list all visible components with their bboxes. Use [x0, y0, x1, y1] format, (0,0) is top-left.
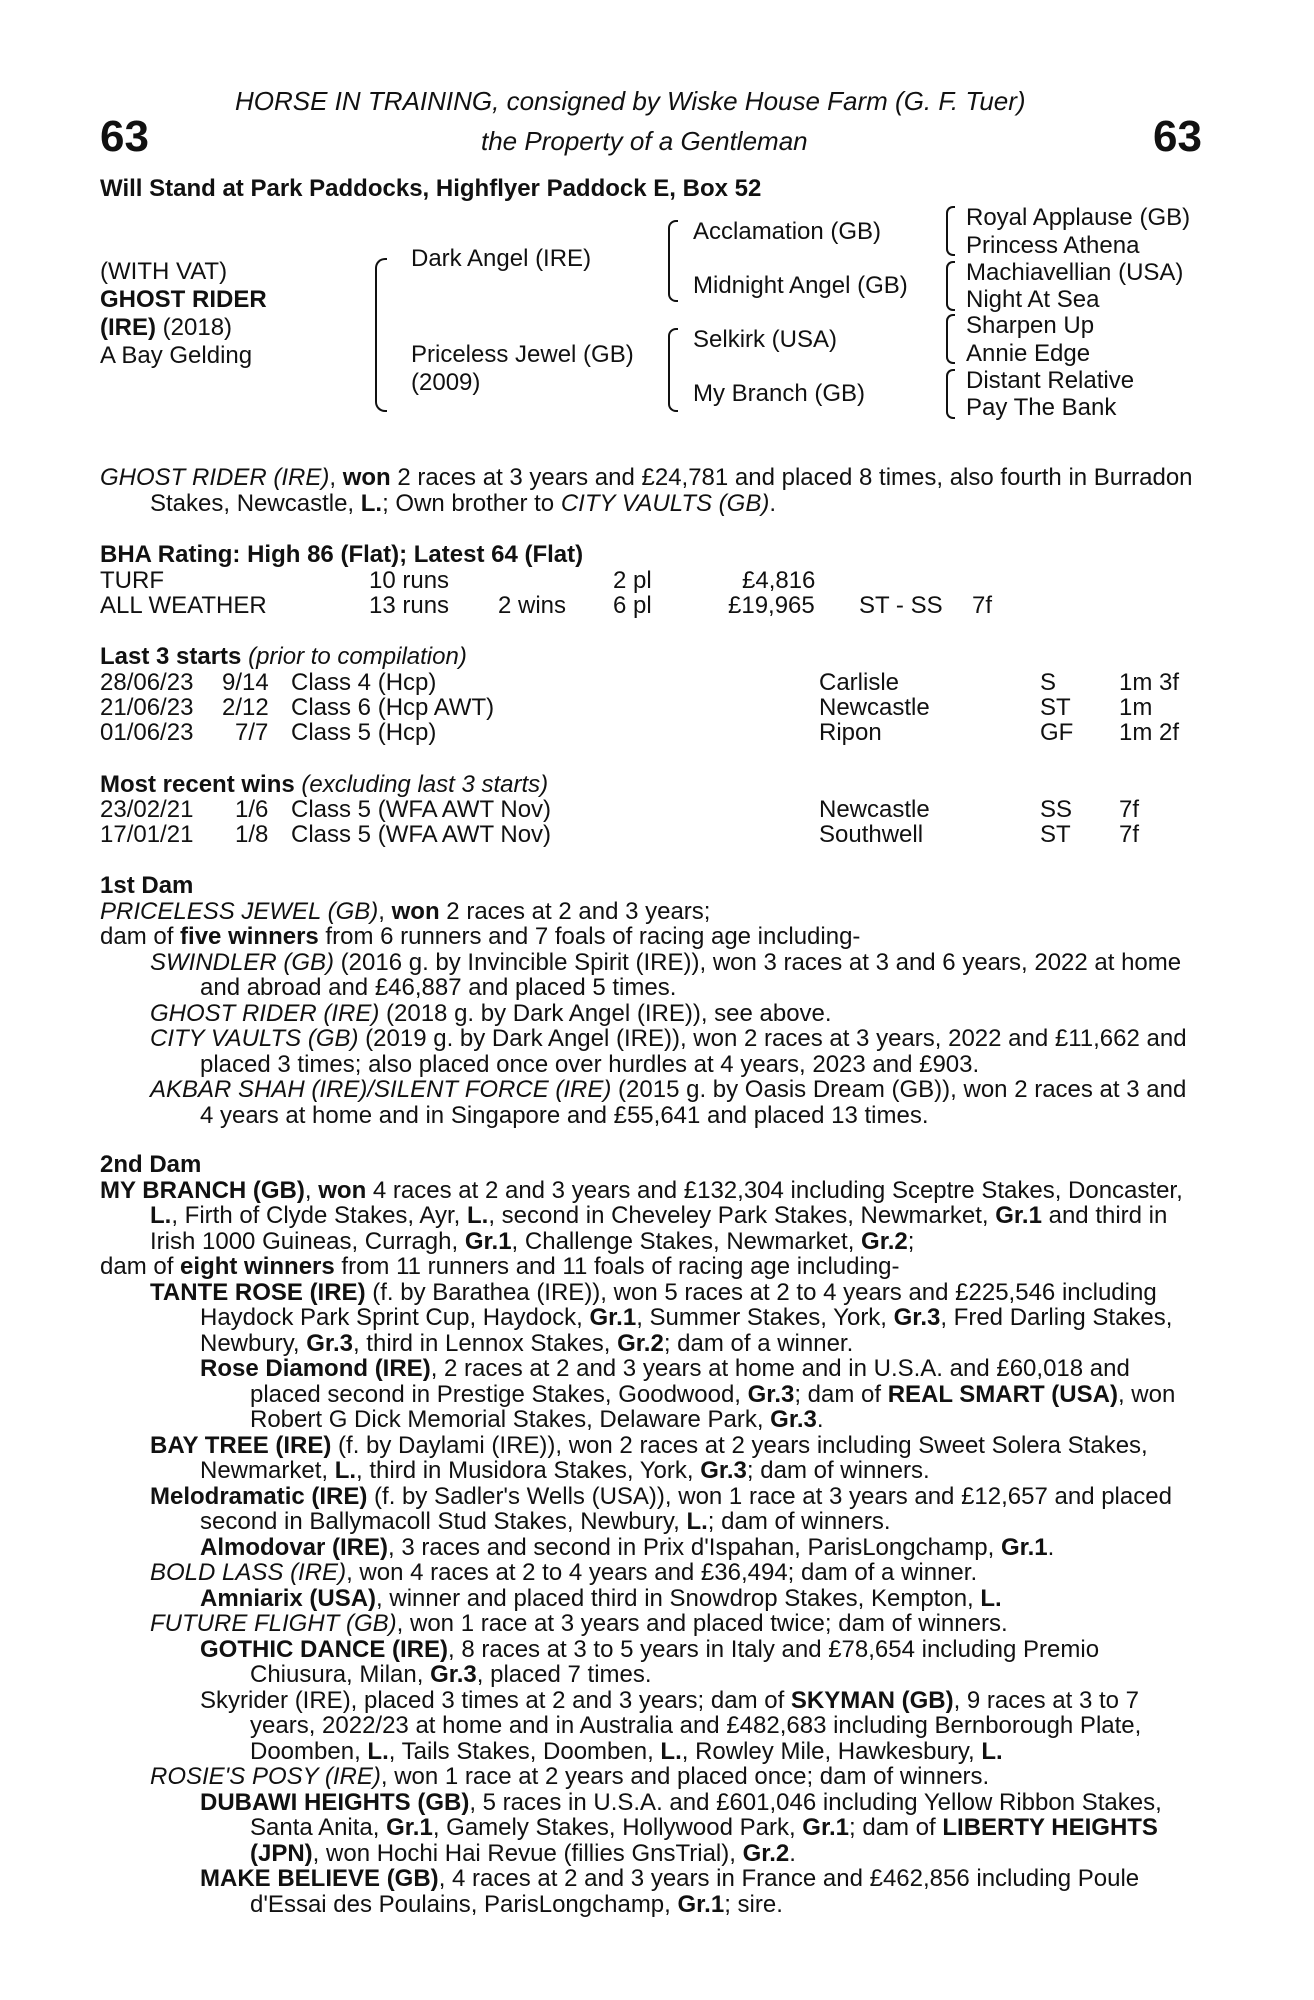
bha-rating: BHA Rating: High 86 (Flat); Latest 64 (Flat): [100, 541, 584, 568]
horse-info: [100, 258, 360, 370]
dam-sire: Selkirk (USA): [693, 326, 838, 353]
recent-win-row: 23/02/21 1/6 Class 5 (WFA AWT Nov) Newcastle SS 7f: [100, 796, 1140, 823]
produce-entry: Skyrider (IRE), placed 3 times at 2 and 3 years; dam of SKYMAN (GB), 9 races at 3 to 7 years, 2022/23 at home and in Australia and £482,683 including Bernborough Plate, Doomben, L., Tails Stakes, Doomben, L., Rowley Mile, Hawkesbury, L.: [200, 1686, 1142, 1765]
produce-entry: FUTURE FLIGHT (GB), won 1 race at 3 years and placed twice; dam of winners.: [150, 1610, 1008, 1637]
produce-entry: MAKE BELIEVE (GB), 4 races at 2 and 3 years in France and £462,856 including Poule d'Essai des Poulains, ParisLongchamp, Gr.1; sire.: [200, 1865, 1140, 1918]
produce-entry: AKBAR SHAH (IRE)/SILENT FORCE (IRE) (2015 g. by Oasis Dream (GB)), won 2 races at 3 and 4 years at home and in Singapore and £55,641 and placed 13 times.: [150, 1076, 1187, 1129]
brace-dd: [946, 369, 955, 419]
first-dam-section: [100, 873, 1205, 1128]
brace-ss: [946, 206, 955, 256]
produce-entry: GHOST RIDER (IRE) (2018 g. by Dark Angel (IRE)), see above.: [150, 999, 832, 1027]
first-dam-title: 1st Dam: [100, 872, 194, 899]
produce-entry: Melodramatic (IRE) (f. by Sadler's Wells (USA)), won 1 race at 3 years and £12,657 and placed second in Ballymacoll Stud Stakes, Newbury, L.; dam of winners.: [150, 1482, 1172, 1535]
sire-dam: Midnight Angel (GB): [693, 272, 908, 299]
first-dam-produce-line: dam of five winners from 6 runners and 7 foals of racing age including-: [100, 923, 861, 950]
produce-entry: BOLD LASS (IRE), won 4 races at 2 to 4 years and £36,494; dam of a winner.: [150, 1559, 978, 1586]
second-dam-section: [100, 1152, 1205, 1917]
produce-entry: Almodovar (IRE), 3 races and second in Prix d'Ispahan, ParisLongchamp, Gr.1.: [200, 1533, 1055, 1561]
horse-name: GHOST RIDER: [100, 286, 267, 313]
lot-number-left: 63: [100, 112, 149, 161]
dam-year: (2009): [411, 369, 481, 396]
first-dam-line: PRICELESS JEWEL (GB), won 2 races at 2 and 3 years;: [100, 897, 711, 925]
brace-sd: [946, 261, 955, 311]
brace-dam: [668, 328, 678, 412]
horse-description: A Bay Gelding: [100, 342, 253, 369]
produce-entry: BAY TREE (IRE) (f. by Daylami (IRE)), won 2 races at 2 years including Sweet Solera Stakes, Newmarket, L., third in Musidora Stakes, York, Gr.3; dam of winners.: [150, 1431, 1148, 1484]
sire-sire: Acclamation (GB): [693, 218, 882, 245]
sire-dam-dam: Night At Sea: [966, 286, 1100, 313]
second-dam-title: 2nd Dam: [100, 1151, 202, 1178]
last-start-row: 01/06/23 7/7 Class 5 (Hcp) Ripon GF 1m 2f: [100, 719, 1180, 746]
produce-entry: CITY VAULTS (GB) (2019 g. by Dark Angel (IRE)), won 2 races at 3 years, 2022 and £11,662 and placed 3 times; also placed once over hurdles at 4 years, 2023 and £903.: [150, 1025, 1187, 1078]
sire-sire-dam: Princess Athena: [966, 232, 1140, 259]
consignor-line: HORSE IN TRAINING, consigned by Wiske House Farm (G. F. Tuer): [235, 86, 1026, 116]
sire-dam-sire: Machiavellian (USA): [966, 259, 1184, 286]
last-start-row: 28/06/23 9/14 Class 4 (Hcp) Carlisle S 1m 3f: [100, 669, 1180, 696]
recent-win-row: 17/01/21 1/8 Class 5 (WFA AWT Nov) Southwell ST 7f: [100, 821, 1140, 848]
last-start-row: 21/06/23 2/12 Class 6 (Hcp AWT) Newcastle ST 1m: [100, 694, 1153, 721]
stand-location: Will Stand at Park Paddocks, Highflyer Paddock E, Box 52: [100, 175, 762, 202]
produce-entry: DUBAWI HEIGHTS (GB), 5 races in U.S.A. and £601,046 including Yellow Ribbon Stakes, Santa Anita, Gr.1, Gamely Stakes, Hollywood Park, Gr.1; dam of LIBERTY HEIGHTS (JPN), won Hochi Hai Revue (fillies GnsTrial), Gr.2.: [200, 1788, 1162, 1867]
dam-sire-dam: Annie Edge: [966, 340, 1091, 367]
brace-ds: [946, 314, 955, 364]
lot-number-right: 63: [1153, 112, 1202, 161]
dam-dam: My Branch (GB): [693, 380, 866, 407]
brace-sire: [668, 220, 678, 302]
horse-country-year: (IRE) (2018): [100, 314, 233, 341]
produce-entry: ROSIE'S POSY (IRE), won 1 race at 2 years and placed once; dam of winners.: [150, 1763, 990, 1790]
second-dam-produce-line: dam of eight winners from 11 runners and 11 foals of racing age including-: [100, 1253, 900, 1280]
produce-entry: Rose Diamond (IRE), 2 races at 2 and 3 years at home and in U.S.A. and £60,018 and placed second in Prestige Stakes, Goodwood, Gr.3; dam of REAL SMART (USA), won Robert G Dick Memorial Stakes, Delaware Park, Gr.3.: [200, 1355, 1176, 1433]
last-3-starts-title: Last 3 starts (prior to compilation): [100, 643, 467, 670]
turf-row: TURF 10 runs 2 pl £4,816: [100, 567, 816, 594]
sire: Dark Angel (IRE): [411, 245, 592, 272]
race-summary: GHOST RIDER (IRE), won 2 races at 3 years and £24,781 and placed 8 times, also fourth in Burradon Stakes, Newcastle, L.; Own brother to CITY VAULTS (GB).: [100, 464, 1193, 517]
produce-entry: TANTE ROSE (IRE) (f. by Barathea (IRE)), won 5 races at 2 to 4 years and £225,546 including Haydock Park Sprint Cup, Haydock, Gr.1, Summer Stakes, York, Gr.3, Fred Darling Stakes, Newbury, Gr.3, third in Lennox Stakes, Gr.2; dam of a winner.: [150, 1278, 1173, 1357]
produce-entry: GOTHIC DANCE (IRE), 8 races at 3 to 5 years in Italy and £78,654 including Premio Chiusura, Milan, Gr.3, placed 7 times.: [200, 1635, 1100, 1688]
dam-sire-sire: Sharpen Up: [966, 312, 1095, 339]
vat-label: (WITH VAT): [100, 258, 228, 285]
produce-entry: SWINDLER (GB) (2016 g. by Invincible Spirit (IRE)), won 3 races at 3 and 6 years, 2022 at home and abroad and £46,887 and placed 5 times.: [150, 948, 1182, 1001]
all-weather-row: ALL WEATHER 13 runs 2 wins 6 pl £19,965 ST - SS 7f: [100, 592, 993, 619]
dam-dam-dam: Pay The Bank: [966, 394, 1117, 421]
produce-entry: Amniarix (USA), winner and placed third in Snowdrop Stakes, Kempton, L.: [200, 1584, 1002, 1612]
brace-main: [375, 258, 387, 412]
dam-dam-sire: Distant Relative: [966, 367, 1135, 394]
dam: Priceless Jewel (GB): [411, 341, 634, 368]
second-dam-line: MY BRANCH (GB), won 4 races at 2 and 3 years and £132,304 including Sceptre Stakes, Doncaster, L., Firth of Clyde Stakes, Ayr, L., second in Cheveley Park Stakes, Newmarket, Gr.1 and third in Irish 1000 Guineas, Curragh, Gr.1, Challenge Stakes, Newmarket, Gr.2;: [100, 1176, 1183, 1255]
property-line: the Property of a Gentleman: [481, 126, 808, 156]
sire-sire-sire: Royal Applause (GB): [966, 204, 1191, 231]
recent-wins-title: Most recent wins (excluding last 3 starts): [100, 771, 549, 798]
